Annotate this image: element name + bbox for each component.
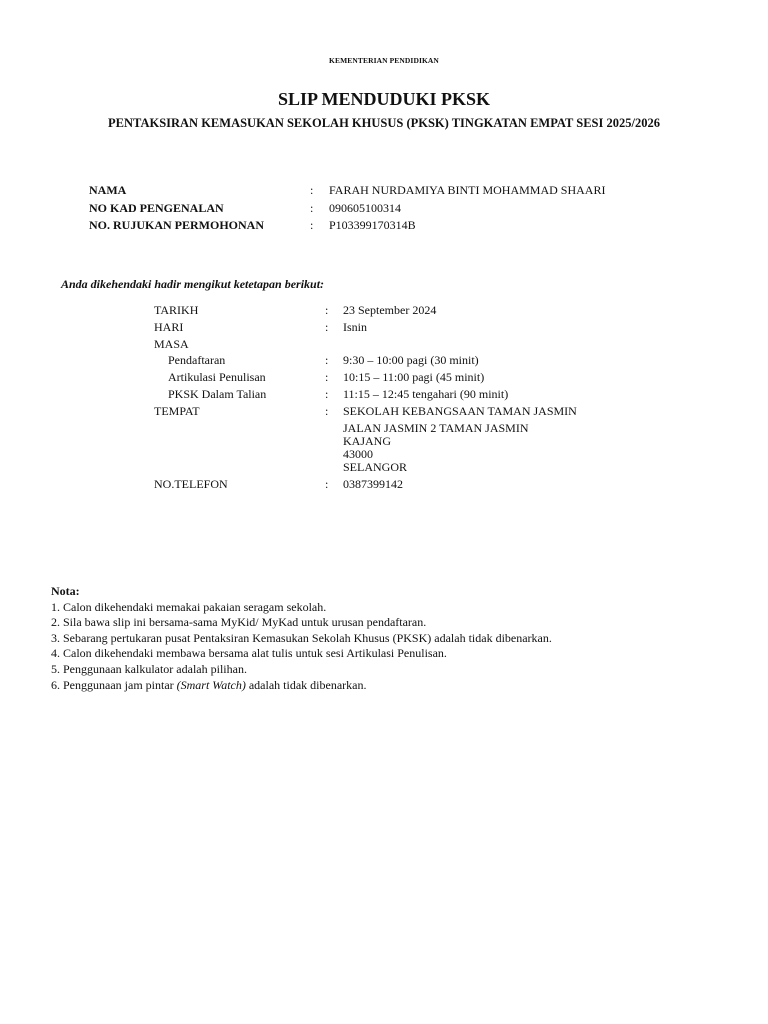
colon: : bbox=[325, 477, 329, 491]
note-item bbox=[51, 678, 552, 694]
venue-line: SEKOLAH KEBANGSAAN TAMAN JASMIN bbox=[343, 404, 577, 418]
reference-value: P103399170314B bbox=[329, 218, 416, 232]
colon: : bbox=[325, 353, 329, 367]
colon: : bbox=[325, 387, 329, 401]
reference-label: NO. RUJUKAN PERMOHONAN bbox=[89, 218, 264, 232]
note-item: 3. Sebarang pertukaran pusat Pentaksiran Kemasukan Sekolah Khusus (PKSK) adalah tidak dibenarkan. bbox=[51, 630, 552, 645]
page-title: SLIP MENDUDUKI PKSK bbox=[277, 89, 491, 109]
venue-label: TEMPAT bbox=[154, 404, 200, 418]
colon: : bbox=[310, 201, 314, 215]
time-label: MASA bbox=[154, 337, 189, 351]
venue-line: KAJANG bbox=[343, 434, 391, 448]
ic-label: NO KAD PENGENALAN bbox=[89, 201, 224, 215]
ic-value: 090605100314 bbox=[329, 201, 401, 215]
day-value: Isnin bbox=[343, 320, 367, 334]
notes-section bbox=[51, 584, 552, 693]
ministry-header: KEMENTERIAN PENDIDIKAN bbox=[329, 56, 439, 65]
note-item: 2. Sila bawa slip ini bersama-sama MyKid/ MyKad untuk urusan pendaftaran. bbox=[51, 615, 427, 630]
note-text: adalah tidak dibenarkan. bbox=[245, 677, 367, 692]
note-item: 5. Penggunaan kalkulator adalah pilihan. bbox=[51, 661, 247, 676]
colon: : bbox=[325, 320, 329, 334]
day-label: HARI bbox=[154, 320, 184, 334]
phone-value: 0387399142 bbox=[343, 477, 403, 491]
notes-header: Nota: bbox=[51, 584, 80, 598]
page-subtitle: PENTAKSIRAN KEMASUKAN SEKOLAH KHUSUS (PKSK) TINGKATAN EMPAT SESI 2025/2026 bbox=[108, 116, 660, 130]
phone-label: NO.TELEFON bbox=[154, 477, 228, 491]
venue-line: SELANGOR bbox=[343, 460, 408, 474]
session-label: Pendaftaran bbox=[168, 353, 226, 367]
venue-line: JALAN JASMIN 2 TAMAN JASMIN bbox=[343, 421, 529, 435]
session-time: 9:30 – 10:00 pagi (30 minit) bbox=[343, 353, 479, 367]
name-value: FARAH NURDAMIYA BINTI MOHAMMAD SHAARI bbox=[329, 183, 606, 197]
note-text: 6. Penggunaan jam pintar bbox=[51, 677, 177, 692]
colon: : bbox=[310, 218, 314, 232]
colon: : bbox=[310, 183, 314, 197]
instruction-text: Anda dikehendaki hadir mengikut ketetapan berikut: bbox=[61, 277, 325, 291]
colon: : bbox=[325, 404, 329, 418]
session-time: 11:15 – 12:45 tengahari (90 minit) bbox=[343, 387, 509, 401]
colon: : bbox=[325, 370, 329, 384]
session-time: 10:15 – 11:00 pagi (45 minit) bbox=[343, 370, 485, 384]
session-label: PKSK Dalam Talian bbox=[168, 387, 267, 401]
note-item: 1. Calon dikehendaki memakai pakaian seragam sekolah. bbox=[51, 599, 327, 614]
date-value: 23 September 2024 bbox=[343, 303, 437, 317]
session-label: Artikulasi Penulisan bbox=[168, 370, 266, 384]
note-italic-text: (Smart Watch) bbox=[176, 677, 246, 692]
note-item: 4. Calon dikehendaki membawa bersama alat tulis untuk sesi Artikulasi Penulisan. bbox=[51, 646, 447, 661]
colon: : bbox=[325, 303, 329, 317]
date-label: TARIKH bbox=[154, 303, 199, 317]
venue-line: 43000 bbox=[343, 447, 373, 461]
name-label: NAMA bbox=[89, 183, 127, 197]
